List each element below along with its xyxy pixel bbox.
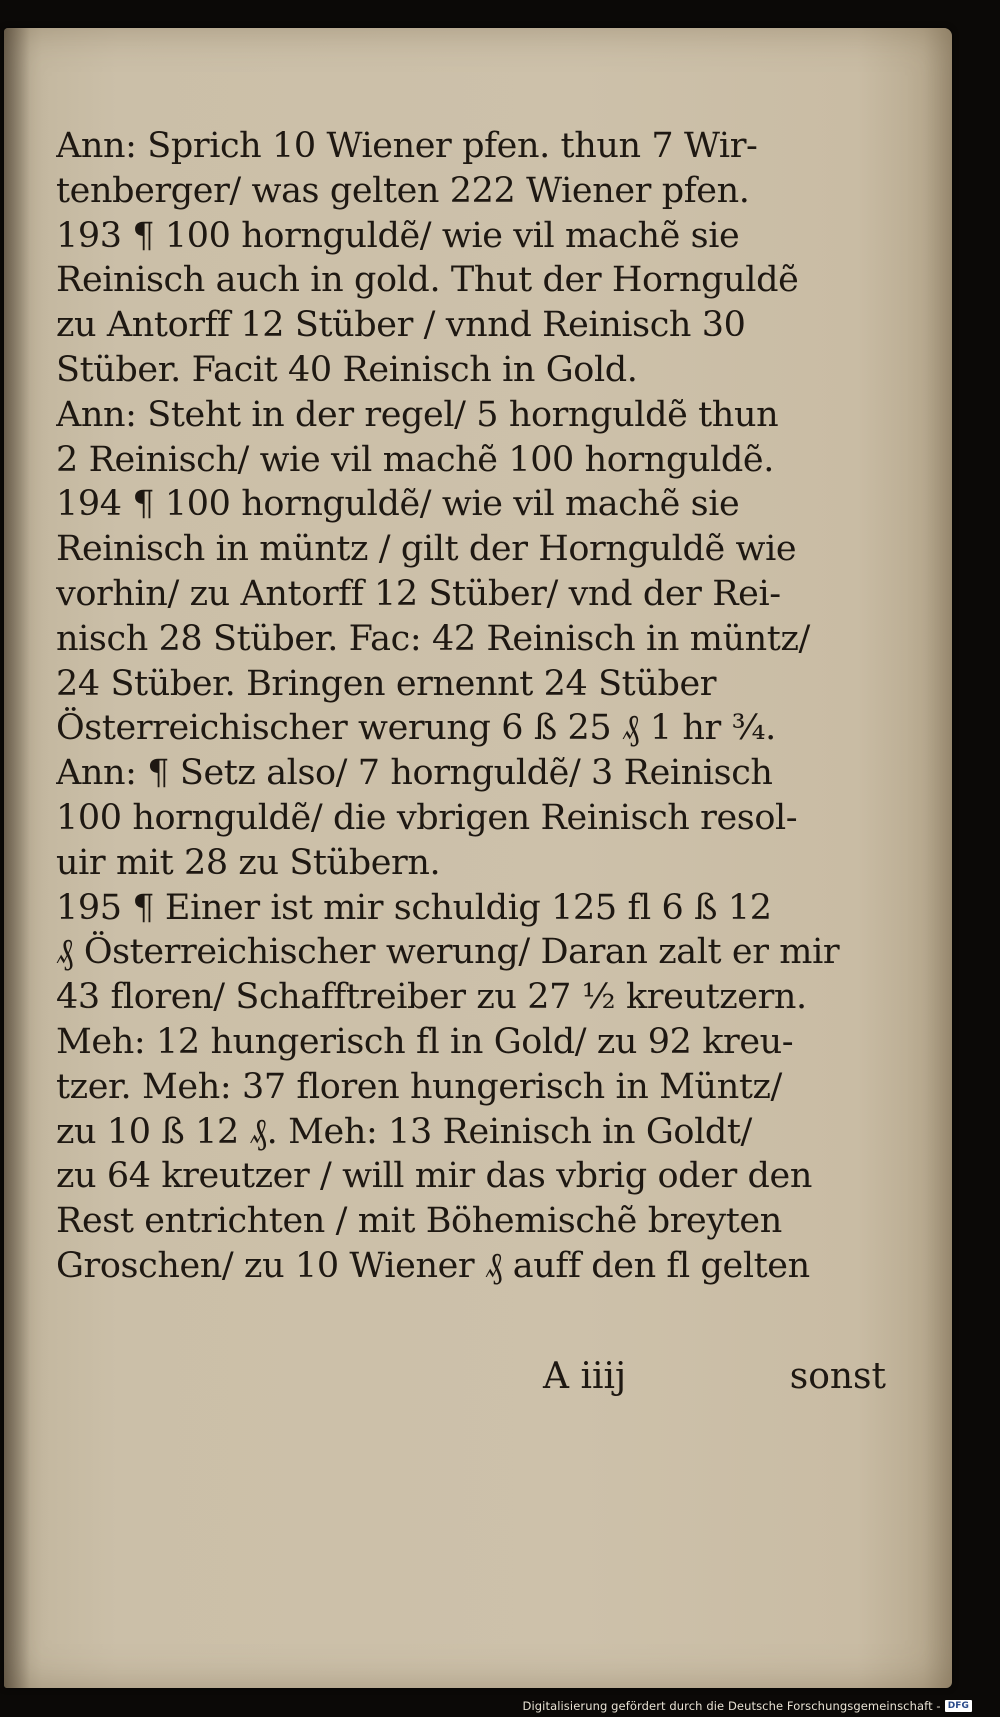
- text-line: 43 floren/ Schafftreiber zu 27 ½ kreutzern.: [56, 977, 807, 1018]
- text-line: Reinisch in müntz / gilt der Hornguldẽ wie: [56, 529, 797, 570]
- text-line: Stüber. Facit 40 Reinisch in Gold.: [56, 349, 638, 390]
- book-page: [4, 28, 952, 1688]
- text-line: 193 ¶ 100 hornguldẽ/ wie vil machẽ sie: [56, 215, 740, 256]
- credit-text: Digitalisierung gefördert durch die Deutsche Forschungsgemeinschaft -: [522, 1699, 941, 1713]
- page-footer: [56, 1356, 886, 1406]
- text-line: uir mit 28 zu Stübern.: [56, 842, 441, 883]
- text-line: Ann: Steht in der regel/ 5 hornguldẽ thun: [56, 394, 779, 435]
- text-line: Groschen/ zu 10 Wiener ₰ auff den fl gelten: [56, 1245, 810, 1286]
- dfg-logo: DFG: [945, 1700, 972, 1712]
- text-line: tenberger/ was gelten 222 Wiener pfen.: [56, 170, 750, 211]
- text-line: 100 hornguldẽ/ die vbrigen Reinisch resol-: [56, 797, 798, 838]
- text-line: zu Antorff 12 Stüber / vnnd Reinisch 30: [56, 305, 746, 346]
- text-line: 24 Stüber. Bringen ernennt 24 Stüber: [56, 663, 717, 704]
- text-line: Meh: 12 hungerisch fl in Gold/ zu 92 kreu-: [56, 1021, 794, 1062]
- text-line: zu 64 kreutzer / will mir das vbrig oder den: [56, 1156, 812, 1197]
- text-line: Ann: ¶ Setz also/ 7 hornguldẽ/ 3 Reinisch: [56, 753, 773, 794]
- signature-mark: A iiij: [543, 1356, 627, 1397]
- text-line: ₰ Österreichischer werung/ Daran zalt er mir: [56, 932, 840, 973]
- text-line: zu 10 ß 12 ₰. Meh: 13 Reinisch in Goldt/: [56, 1111, 752, 1152]
- text-line: Ann: Sprich 10 Wiener pfen. thun 7 Wir-: [56, 126, 758, 166]
- text-line: vorhin/ zu Antorff 12 Stüber/ vnd der Rei-: [56, 573, 781, 614]
- text-line: Reinisch auch in gold. Thut der Hornguldẽ: [56, 260, 799, 301]
- page-text: [56, 124, 886, 1289]
- text-line: nisch 28 Stüber. Fac: 42 Reinisch in müntz/: [56, 618, 810, 659]
- text-line: 2 Reinisch/ wie vil machẽ 100 hornguldẽ.: [56, 439, 774, 480]
- catchword: sonst: [789, 1356, 886, 1397]
- text-line: 195 ¶ Einer ist mir schuldig 125 fl 6 ß 12: [56, 887, 772, 928]
- text-line: Rest entrichten / mit Böhemischẽ breyten: [56, 1201, 782, 1242]
- text-line: tzer. Meh: 37 floren hungerisch in Müntz/: [56, 1066, 782, 1107]
- digitization-credit: [523, 1699, 972, 1713]
- text-line: 194 ¶ 100 hornguldẽ/ wie vil machẽ sie: [56, 484, 740, 525]
- text-line: Österreichischer werung 6 ß 25 ₰ 1 hr ¾.: [56, 708, 776, 749]
